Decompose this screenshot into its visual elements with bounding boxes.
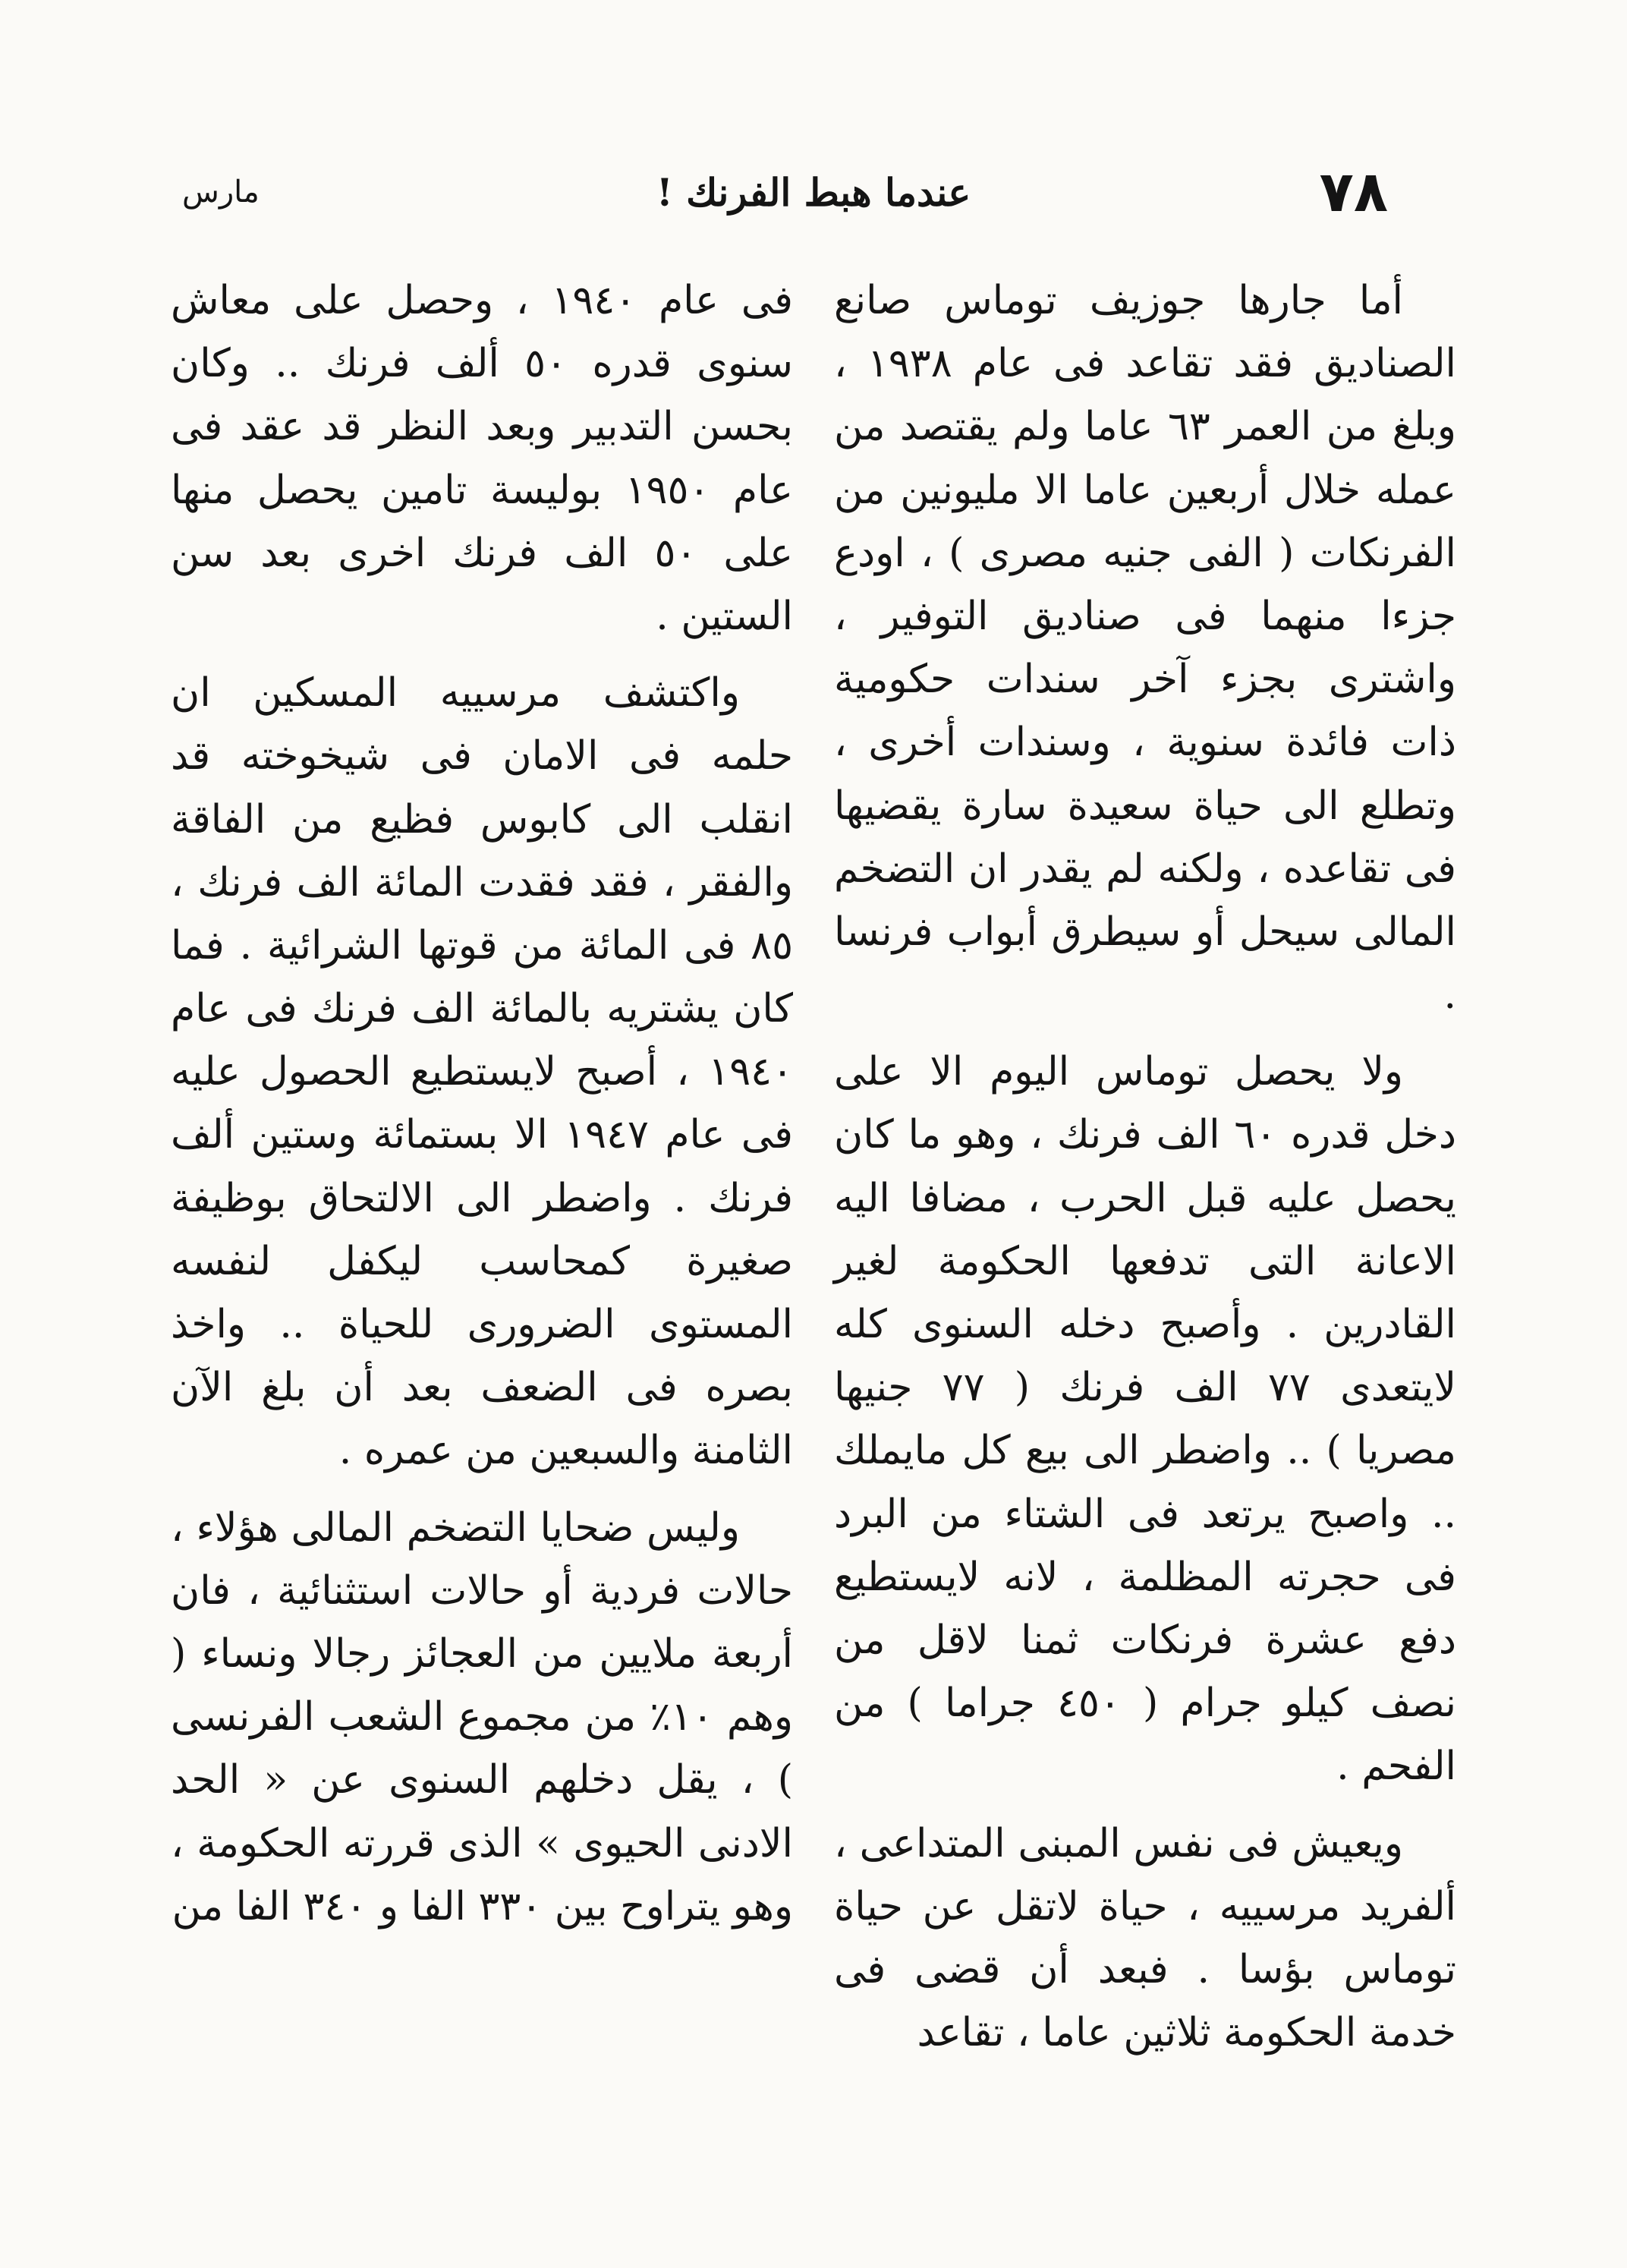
paragraph: واكتشف مرسييه المسكين ان حلمه فى الامان فى شيخوخته قد انقلب الى كابوس فظيع من الفاقة والفقر ، فقد فقدت المائة الف فرنك ، ٨٥ فى المائة من قوتها الشرائية . فما كان يشتريه بالمائة الف فرنك فى عام ١٩٤٠ ، أصبح لايستطيع الحصول عليه فى عام ١٩٤٧ الا بستمائة وستين ألف فرنك . واضطر الى الالتحاق بوظيفة صغيرة كمحاسب ليكفل لنفسه المستوى الضرورى للحياة .. واخذ بصره فى الضعف بعد أن بلغ الآن الثامنة والسبعين من عمره . [171,670,793,1474]
running-title: عندما هبط الفرنك ! [656,170,971,215]
left-text-column [171,269,793,1952]
paragraph: ويعيش فى نفس المبنى المتداعى ، ألفريد مرسييه ، حياة لاتقل عن حياة توماس بؤسا . فبعد أن قضى فى خدمة الحكومة ثلاثين عاما ، تقاعد [834,1820,1456,2056]
page-number: ٧٨ [1319,159,1388,225]
paragraph: وليس ضحايا التضخم المالى هؤلاء ، حالات فردية أو حالات استثنائية ، فان أربعة ملايين من العجائز رجالا ونساء ( وهم ١٠٪ من مجموع الشعب الفرنسى ) ، يقل دخلهم السنوى عن « الحد الادنى الحيوى » الذى قررته الحكومة ، وهو يتراوح بين ٣٣٠ الفا و ٣٤٠ الفا من [171,1504,793,1929]
right-text-column [834,269,1456,2078]
paragraph: فى عام ١٩٤٠ ، وحصل على معاش سنوى قدره ٥٠ ألف فرنك .. وكان بحسن التدبير وبعد النظر قد عقد فى عام ١٩٥٠ بوليسة تامين يحصل منها على ٥٠ الف فرنك اخرى بعد سن الستين . [171,278,794,639]
page-header [0,159,1627,228]
paragraph: أما جارها جوزيف توماس صانع الصناديق فقد تقاعد فى عام ١٩٣٨ ، وبلغ من العمر ٦٣ عاما ولم يقتصد من عمله خلال أربعين عاما الا مليونين من الفرنكات ( الفى جنيه مصرى ) ، اودع جزءا منهما فى صناديق التوفير ، واشترى بجزء آخر سندات حكومية ذات فائدة سنوية ، وسندات أخرى ، وتطلع الى حياة سعيدة سارة يقضيها فى تقاعده ، ولكنه لم يقدر ان التضخم المالى سيحل أو سيطرق أبواب فرنسا . [834,278,1456,1019]
paragraph: ولا يحصل توماس اليوم الا على دخل قدره ٦٠ الف فرنك ، وهو ما كان يحصل عليه قبل الحرب ، مضافا اليه الاعانة التى تدفعها الحكومة لغير القادرين . وأصبح دخله السنوى كله لايتعدى ٧٧ الف فرنك ( ٧٧ جنيها مصريا ) .. واضطر الى بيع كل مايملك .. واصبح يرتعد فى الشتاء من البرد فى حجرته المظلمة ، لانه لايستطيع دفع عشرة فرنكات ثمنا لاقل من نصف كيلو جرام ( ٤٥٠ جراما ) من الفحم . [834,1049,1457,1790]
running-month: مارس [182,175,260,209]
